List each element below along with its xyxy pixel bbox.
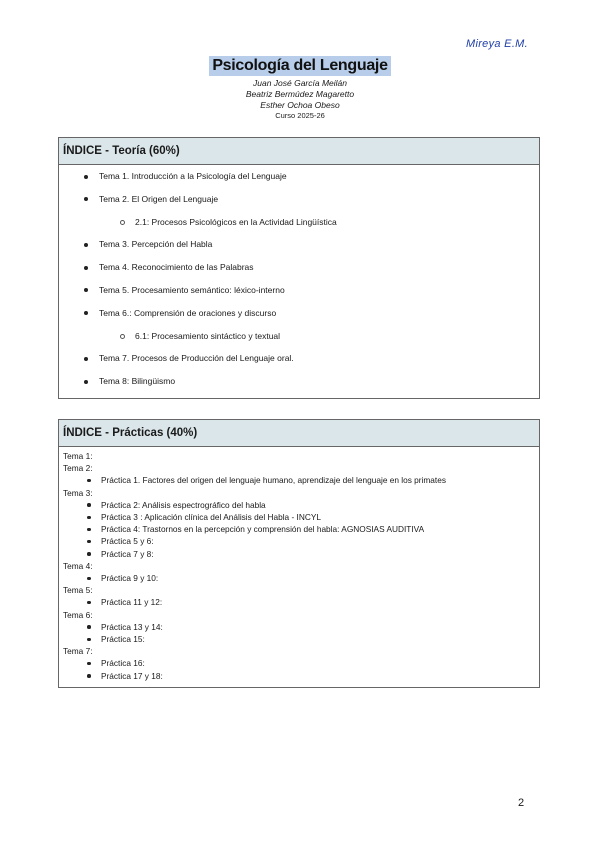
theory-topic-item: Tema 8: Bilingüismo — [59, 376, 539, 387]
practice-topic-label: Tema 1: — [63, 451, 93, 461]
theory-topic-item: Tema 2. El Origen del Lenguaje — [59, 194, 539, 205]
theory-index-heading: ÍNDICE - Teoría (60%) — [59, 138, 539, 165]
author-name: Esther Ochoa Obeso — [260, 100, 340, 110]
document-title: Psicología del Lenguaje — [209, 56, 390, 76]
practice-item: Práctica 17 y 18: — [63, 670, 535, 682]
practice-item: Práctica 7 y 8: — [63, 548, 535, 560]
theory-topic-item: Tema 1. Introducción a la Psicología del Lenguaje — [59, 171, 539, 182]
practice-item: Práctica 9 y 10: — [63, 572, 535, 584]
practice-item: Práctica 16: — [63, 657, 535, 669]
practice-item: Práctica 1. Factores del origen del lenguaje humano, aprendizaje del lenguaje en los primates — [63, 474, 535, 486]
author-mark: Mireya E.M. — [466, 38, 528, 50]
theory-topic-item: Tema 7. Procesos de Producción del Lenguaje oral. — [59, 353, 539, 364]
practice-item: Práctica 2: Análisis espectrográfico del habla — [63, 499, 535, 511]
practice-index-box — [58, 419, 540, 688]
author-name: Juan José García Meilán — [252, 78, 348, 88]
practice-list — [63, 621, 535, 645]
practice-item: Práctica 11 y 12: — [63, 596, 535, 608]
practice-topic-label: Tema 6: — [63, 609, 93, 620]
practice-topic-label: Tema 7: — [63, 646, 93, 657]
practice-topic-label: Tema 5: — [63, 585, 93, 596]
practice-item: Práctica 13 y 14: — [63, 621, 535, 633]
document-header — [0, 56, 600, 121]
theory-topic-item: Tema 4. Reconocimiento de las Palabras — [59, 262, 539, 273]
practice-item: Práctica 15: — [63, 633, 535, 645]
course-year: Curso 2025-26 — [275, 111, 325, 120]
practice-item: Práctica 4: Trastornos en la percepción y comprensión del habla: AGNOSIAS AUDITIVA — [63, 523, 535, 535]
practice-topic-label: Tema 2: — [63, 463, 93, 474]
theory-subtopic-item: 2.1: Procesos Psicológicos en la Actividad Lingüística — [59, 217, 539, 228]
theory-topic-item: Tema 6.: Comprensión de oraciones y discurso — [59, 308, 539, 319]
practice-list — [63, 596, 535, 608]
author-name: Beatriz Bermúdez Magaretto — [245, 89, 355, 99]
theory-topic-item: Tema 3. Percepción del Habla — [59, 239, 539, 250]
practice-list — [63, 572, 535, 584]
practice-list — [63, 499, 535, 560]
practice-index-body — [59, 447, 539, 682]
theory-index-list — [59, 165, 539, 387]
theory-topic-item: Tema 5. Procesamiento semántico: léxico-interno — [59, 285, 539, 296]
page-number: 2 — [518, 797, 525, 809]
practice-topic-label: Tema 4: — [63, 560, 93, 571]
theory-subtopic-item: 6.1: Procesamiento sintáctico y textual — [59, 331, 539, 342]
practice-index-heading: ÍNDICE - Prácticas (40%) — [59, 420, 539, 447]
practice-item: Práctica 5 y 6: — [63, 535, 535, 547]
practice-list — [63, 657, 535, 681]
practice-item: Práctica 3 : Aplicación clínica del Análisis del Habla - INCYL — [63, 511, 535, 523]
practice-topic-label: Tema 3: — [63, 487, 93, 498]
practice-list — [63, 474, 535, 486]
theory-index-box — [58, 137, 540, 399]
